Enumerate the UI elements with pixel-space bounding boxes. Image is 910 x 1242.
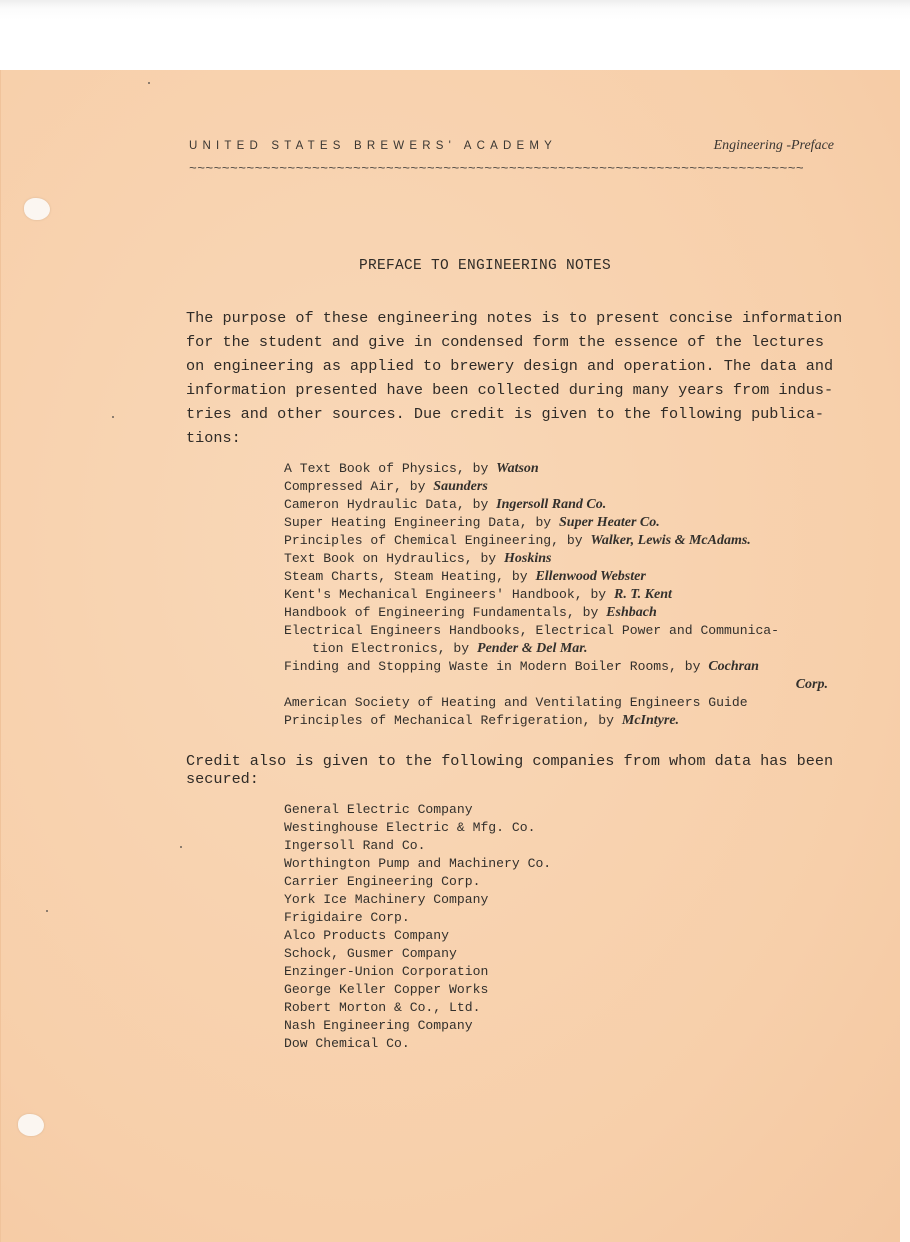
publication-author: Ingersoll Rand Co. xyxy=(496,497,607,512)
list-item: Dow Chemical Co. xyxy=(284,1036,410,1051)
intro-line: information presented have been collected during many years from indus- xyxy=(186,381,834,399)
list-item xyxy=(284,640,854,658)
publication-title: Steam Charts, Steam Heating, by xyxy=(284,569,536,584)
publication-author: Ellenwood Webster xyxy=(535,569,646,584)
publication-author: Watson xyxy=(496,461,539,476)
intro-line: tions: xyxy=(186,429,241,447)
publication-author: Pender & Del Mar. xyxy=(477,641,588,656)
list-item xyxy=(284,478,854,496)
list-item xyxy=(284,694,854,712)
credit-paragraph xyxy=(186,752,836,788)
publication-title: Kent's Mechanical Engineers' Handbook, by xyxy=(284,587,615,602)
list-item: Westinghouse Electric & Mfg. Co. xyxy=(284,820,536,835)
list-item: York Ice Machinery Company xyxy=(284,892,489,907)
publication-author: R. T. Kent xyxy=(614,587,672,602)
list-item xyxy=(284,676,854,694)
list-item xyxy=(284,622,854,640)
scan-background xyxy=(0,0,910,72)
list-item: Schock, Gusmer Company xyxy=(284,946,457,961)
intro-line: tries and other sources. Due credit is given to the following publica- xyxy=(186,405,824,423)
intro-line: for the student and give in condensed form the essence of the lectures xyxy=(186,333,824,351)
list-item xyxy=(284,586,854,604)
list-item xyxy=(284,604,854,622)
punch-hole-bottom xyxy=(18,1114,44,1136)
header-rule: ~~~~~~~~~~~~~~~~~~~~~~~~~~~~~~~~~~~~~~~~~~~~~~~~~~~~~~~~~~~~~~~~~~~~~~~~~~~ xyxy=(189,164,805,174)
academy-name: UNITED STATES BREWERS' ACADEMY xyxy=(189,140,557,152)
publication-author: Walker, Lewis & McAdams. xyxy=(590,533,751,548)
list-item xyxy=(284,496,854,514)
credit-line: secured: xyxy=(186,770,259,788)
intro-line: The purpose of these engineering notes is to present concise information xyxy=(186,309,843,327)
publication-title: American Society of Heating and Ventilating Engineers Guide xyxy=(284,695,748,710)
publication-title: Text Book on Hydraulics, by xyxy=(284,551,505,566)
list-item: Frigidaire Corp. xyxy=(284,910,410,925)
publication-title: tion Electronics, by xyxy=(312,641,478,656)
publication-title: Principles of Mechanical Refrigeration, by xyxy=(284,713,622,728)
publication-author: Corp. xyxy=(795,677,828,692)
list-item xyxy=(284,712,854,730)
list-item xyxy=(284,568,854,586)
publication-author: Hoskins xyxy=(504,551,552,566)
publication-author: Saunders xyxy=(433,479,488,494)
publication-title: Compressed Air, by xyxy=(284,479,434,494)
list-item: Alco Products Company xyxy=(284,928,450,943)
paper-speck xyxy=(148,82,150,84)
credit-line: Credit also is given to the following companies from whom data has been xyxy=(186,752,834,770)
publication-title: Super Heating Engineering Data, by xyxy=(284,515,560,530)
list-item: Worthington Pump and Machinery Co. xyxy=(284,856,552,871)
publication-author: Eshbach xyxy=(606,605,657,620)
publication-author: Super Heater Co. xyxy=(559,515,660,530)
punch-hole-top xyxy=(24,198,50,220)
list-item xyxy=(284,460,854,478)
list-item: General Electric Company xyxy=(284,802,473,817)
paper-speck xyxy=(46,910,48,912)
list-item: Enzinger-Union Corporation xyxy=(284,964,489,979)
publication-title: Handbook of Engineering Fundamentals, by xyxy=(284,605,607,620)
scan-edge xyxy=(900,70,910,1242)
intro-line: on engineering as applied to brewery design and operation. The data and xyxy=(186,357,834,375)
publication-title: Cameron Hydraulic Data, by xyxy=(284,497,497,512)
list-item: Ingersoll Rand Co. xyxy=(284,838,426,853)
list-item: Nash Engineering Company xyxy=(284,1018,473,1033)
publication-title: Principles of Chemical Engineering, by xyxy=(284,533,591,548)
list-item xyxy=(284,514,854,532)
publication-title: Finding and Stopping Waste in Modern Boiler Rooms, by xyxy=(284,659,709,674)
publication-list xyxy=(284,460,854,730)
list-item: Robert Morton & Co., Ltd. xyxy=(284,1000,481,1015)
page-header xyxy=(189,140,834,160)
company-list xyxy=(284,801,684,1053)
list-item: Carrier Engineering Corp. xyxy=(284,874,481,889)
publication-title: Electrical Engineers Handbooks, Electrical Power and Communica- xyxy=(284,623,780,638)
paper-speck xyxy=(112,416,114,418)
publication-author: Cochran xyxy=(708,659,759,674)
intro-paragraph xyxy=(186,306,843,450)
list-item: George Keller Copper Works xyxy=(284,982,489,997)
publication-title: A Text Book of Physics, by xyxy=(284,461,497,476)
paper-speck xyxy=(180,846,182,848)
publication-author: McIntyre. xyxy=(621,713,680,728)
section-label: Engineering -Preface xyxy=(713,138,834,153)
list-item xyxy=(284,550,854,568)
list-item xyxy=(284,532,854,550)
page-title: PREFACE TO ENGINEERING NOTES xyxy=(359,258,612,274)
list-item xyxy=(284,658,854,676)
